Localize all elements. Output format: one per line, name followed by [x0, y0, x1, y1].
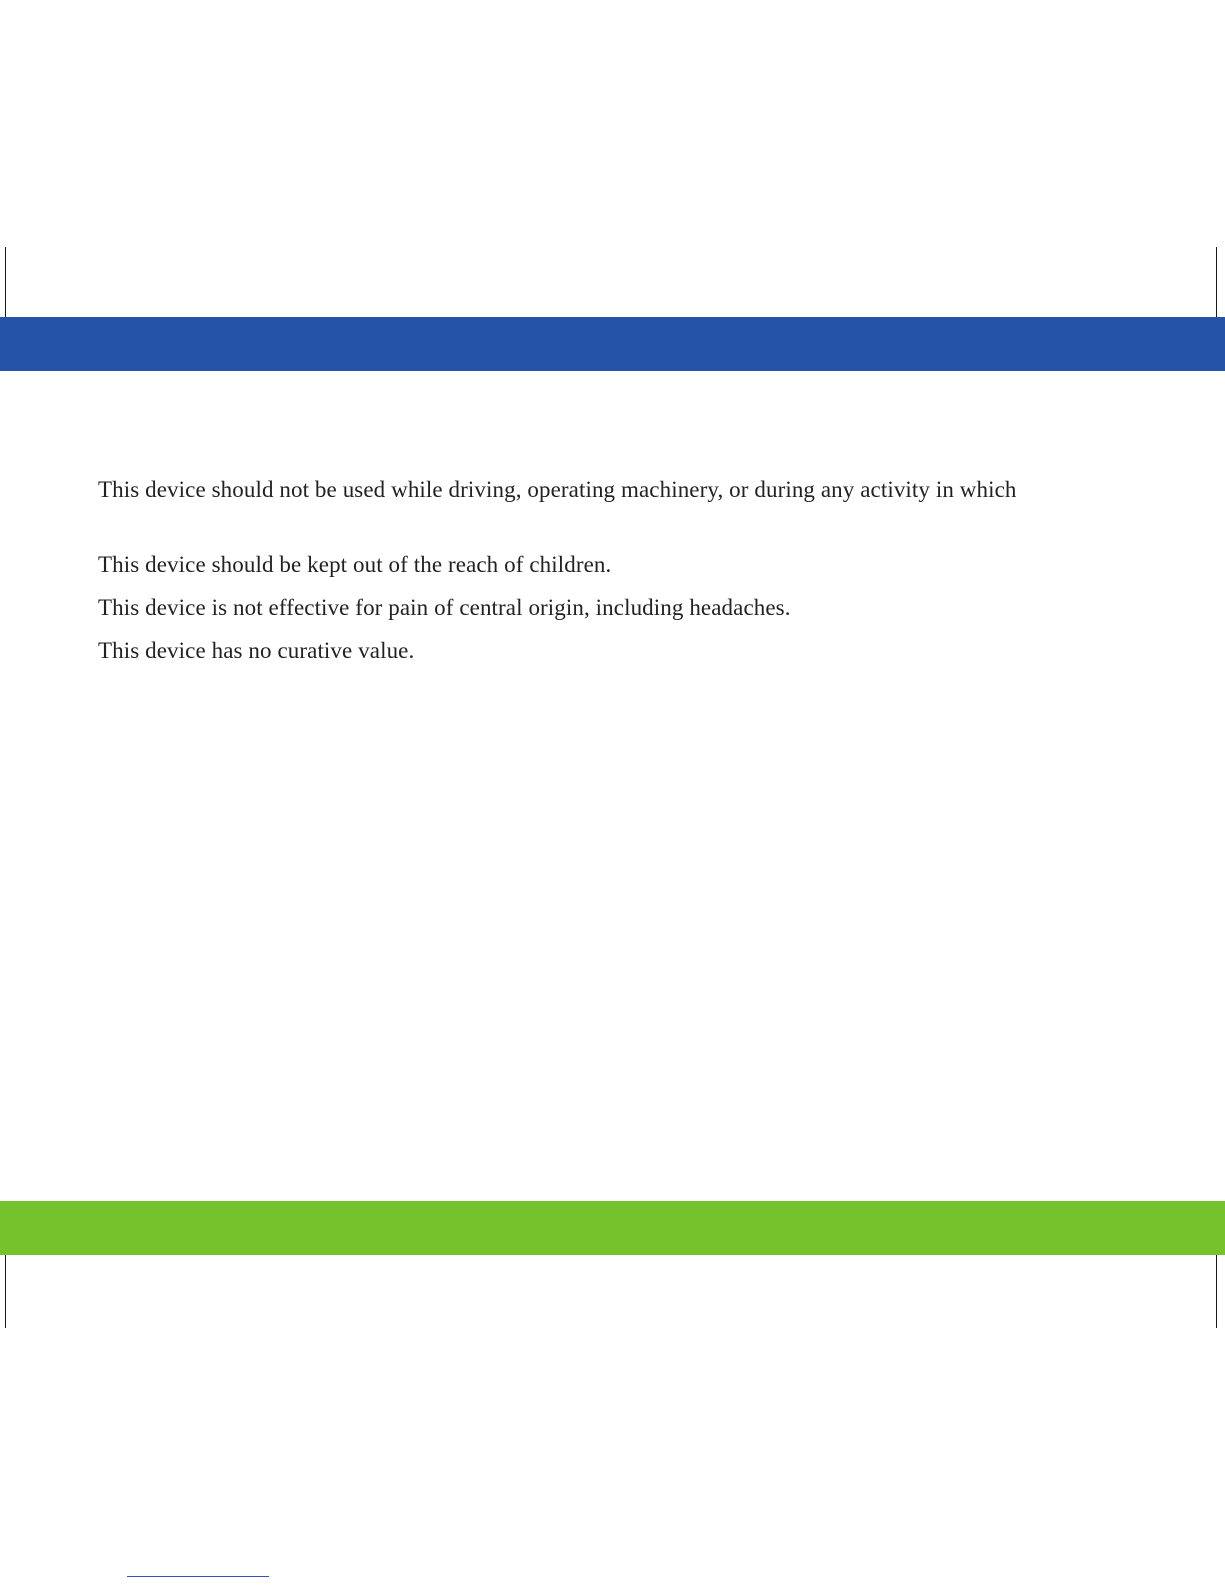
- crop-mark-bottom-left: [5, 1248, 6, 1328]
- crop-mark-top-left: [5, 247, 6, 327]
- bottom-color-band: [0, 1201, 1225, 1255]
- footer-rule: [127, 1576, 269, 1577]
- crop-mark-top-right: [1216, 247, 1217, 327]
- top-color-band: [0, 317, 1225, 371]
- warning-line-central-pain: This device is not effective for pain of central origin, including headaches.: [98, 595, 791, 620]
- warning-line-children: This device should be kept out of the reach of children.: [98, 552, 612, 577]
- warning-line-curative: This device has no curative value.: [98, 638, 415, 663]
- warning-line-driving: This device should not be used while driving, operating machinery, or during any activity in which: [98, 477, 1017, 502]
- crop-mark-bottom-right: [1216, 1248, 1217, 1328]
